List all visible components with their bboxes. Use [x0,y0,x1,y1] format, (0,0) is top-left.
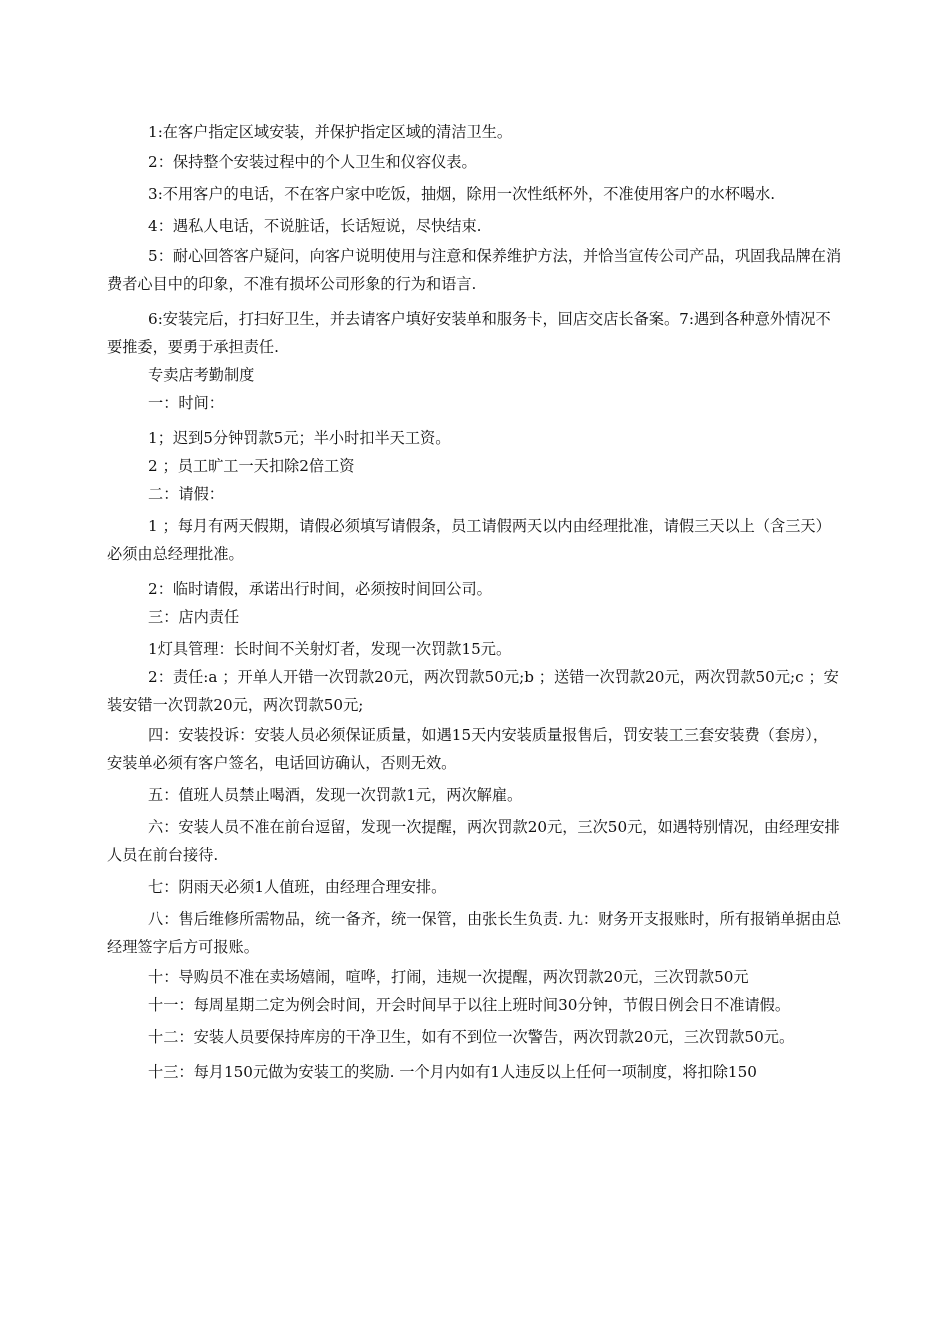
paragraph-answer-questions: 5：耐心回答客户疑问，向客户说明使用与注意和保养维护方法，并恰当宣传公司产品，巩固我品牌在消费者心目中的印象，不准有损坏公司形象的行为和语言. [107,247,842,293]
section-heading-time: 一：时间： [148,394,224,412]
paragraph-leave-rules: 1 ；每月有两天假期，请假必须填写请假条，员工请假两天以内由经理批准，请假三天以上（含三天）必须由总经理批准。 [107,517,831,563]
paragraph-private-call: 4：遇私人电话，不说脏话，长话短说，尽快结束. [148,217,482,235]
paragraph-repair-supplies: 八：售后维修所需物品，统一备齐，统一保管，由张长生负责. 九：财务开支报账时，所有报销单据由总经理签字后方可报账。 [107,910,842,956]
paragraph-shop-conduct: 十：导购员不准在卖场嬉闹，喧哗，打闹，违规一次提醒，两次罚款20元，三次罚款50元 [148,968,749,986]
paragraph-customer-phone: 3:不用客户的电话，不在客户家中吃饭，抽烟，除用一次性纸杯外，不准使用客户的水杯喝水. [148,185,776,203]
paragraph-hygiene: 2：保持整个安装过程中的个人卫生和仪容仪表。 [148,153,477,171]
paragraph-front-desk: 六：安装人员不准在前台逗留，发现一次提醒，两次罚款20元，三次50元，如遇特别情况，由经理安排人员在前台接待. [107,818,840,864]
paragraph-bonus: 十三：每月150元做为安装工的奖励. 一个月内如有1人违反以上任何一项制度，将扣除150 [148,1063,757,1081]
document-body [107,118,842,1086]
paragraph-late-penalty: 1；迟到5分钟罚款5元；半小时扣半天工资。 [148,429,451,447]
paragraph-duty-alcohol: 五：值班人员禁止喝酒，发现一次罚款1元，两次解雇。 [148,786,523,804]
section-heading-store-duty: 三：店内责任 [148,608,240,626]
paragraph-install-area: 1:在客户指定区域安装，并保护指定区域的清洁卫生。 [148,123,513,141]
paragraph-absence-penalty: 2 ；员工旷工一天扣除2倍工资 [148,457,355,475]
paragraph-after-install: 6:安装完后，打扫好卫生，并去请客户填好安装单和服务卡，回店交店长备案。7:遇到各种意外情况不要推委，要勇于承担责任. [107,310,831,356]
paragraph-temp-leave: 2：临时请假，承诺出行时间，必须按时间回公司。 [148,580,492,598]
section-heading-attendance: 专卖店考勤制度 [148,366,255,384]
paragraph-rainy-day: 七：阴雨天必须1人值班，由经理合理安排。 [148,878,447,896]
paragraph-complaints: 四：安装投诉：安装人员必须保证质量，如遇15天内安装质量报售后，罚安装工三套安装费（套房），安装单必须有客户签名，电话回访确认，否则无效。 [107,726,829,772]
section-heading-leave: 二：请假： [148,485,224,503]
paragraph-lighting: 1灯具管理：长时间不关射灯者，发现一次罚款15元。 [148,640,512,658]
paragraph-responsibility: 2：责任:a ；开单人开错一次罚款20元，两次罚款50元;b ；送错一次罚款20元，两次罚款50元;c ；安装安错一次罚款20元，两次罚款50元; [107,668,839,714]
paragraph-weekly-meeting: 十一：每周星期二定为例会时间，开会时间早于以往上班时间30分钟，节假日例会日不准请假。 [148,996,791,1014]
paragraph-warehouse: 十二：安装人员要保持库房的干净卫生，如有不到位一次警告，两次罚款20元，三次罚款50元。 [148,1028,795,1046]
